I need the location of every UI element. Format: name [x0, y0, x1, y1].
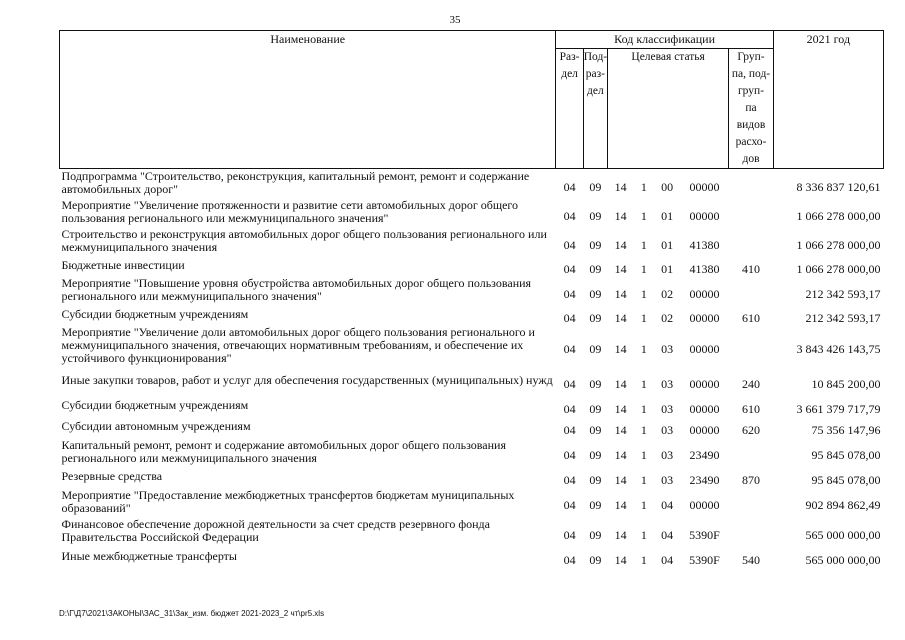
row-target-program: 14 [614, 208, 627, 223]
row-target-direction: 23490 [689, 448, 720, 462]
row-target-subprogram: 1 [640, 448, 647, 462]
row-razdel: 04 [563, 311, 576, 325]
row-target-event: 01 [661, 237, 674, 252]
row-expense-group: 620 [742, 423, 760, 437]
row-target-program: 14 [614, 423, 627, 437]
row-expense-group: 240 [742, 377, 760, 391]
row-target-direction: 00000 [689, 342, 720, 356]
row-expense-group [729, 437, 773, 466]
row-name: Финансовое обеспечение дорожной деятельности за счет средств резервного фонда Правительства Российской Федерации [61, 517, 490, 544]
row-target-program: 14 [614, 311, 627, 325]
row-target-event: 03 [661, 473, 674, 487]
row-razdel: 04 [563, 208, 576, 223]
row-razdel: 04 [563, 377, 576, 391]
row-razdel: 04 [563, 448, 576, 462]
table-row [60, 416, 884, 437]
row-expense-group [729, 227, 773, 255]
row-target-subprogram: 1 [640, 237, 647, 252]
header-classification-code: Код классификации [556, 31, 773, 49]
row-target-direction: 00000 [689, 179, 720, 194]
row-podrazdel: 09 [589, 237, 602, 252]
row-target-direction: 00000 [689, 286, 720, 301]
row-target-program: 14 [614, 377, 627, 391]
row-target-program: 14 [614, 262, 627, 276]
table-body [60, 169, 884, 568]
row-expense-group: 540 [742, 553, 760, 567]
row-target-direction: 5390F [689, 527, 720, 542]
row-target-direction: 00000 [689, 423, 720, 437]
row-target-subprogram: 1 [640, 423, 647, 437]
table-row [60, 169, 884, 198]
row-target-program: 14 [614, 527, 627, 542]
row-amount: 3 843 426 143,75 [796, 342, 881, 356]
row-target-program: 14 [614, 448, 627, 462]
row-target-subprogram: 1 [640, 179, 647, 194]
row-target-subprogram: 1 [640, 527, 647, 542]
row-target-direction: 00000 [689, 311, 720, 325]
row-target-event: 01 [661, 208, 674, 223]
row-name: Мероприятие "Повышение уровня обустройства автомобильных дорог общего пользования регионального или межмуниципального значения" [61, 276, 532, 303]
header-group: Груп- па, под- груп- па видов расхо- дов [729, 49, 773, 169]
row-target-direction: 00000 [689, 498, 720, 512]
row-target-direction: 00000 [689, 208, 720, 223]
row-amount: 565 000 000,00 [805, 553, 881, 567]
row-target-program: 14 [614, 402, 627, 416]
row-target-subprogram: 1 [640, 208, 647, 223]
row-expense-group: 610 [742, 402, 760, 416]
row-target-program: 14 [614, 553, 627, 567]
table-row [60, 255, 884, 276]
row-expense-group [729, 169, 773, 198]
row-target-direction: 23490 [689, 473, 720, 487]
row-podrazdel: 09 [589, 208, 602, 223]
row-target-event: 03 [661, 342, 674, 356]
table-row [60, 227, 884, 255]
row-target-event: 01 [661, 262, 674, 276]
row-expense-group: 410 [742, 262, 760, 276]
table-row [60, 276, 884, 304]
table-row [60, 304, 884, 325]
row-amount: 75 356 147,96 [811, 423, 881, 437]
row-razdel: 04 [563, 286, 576, 301]
row-amount: 3 661 379 717,79 [796, 402, 881, 416]
row-name: Субсидии бюджетным учреждениям [61, 307, 249, 321]
row-razdel: 04 [563, 473, 576, 487]
row-expense-group [729, 487, 773, 516]
row-target-event: 00 [661, 179, 674, 194]
row-razdel: 04 [563, 262, 576, 276]
header-name: Наименование [60, 31, 556, 169]
row-target-event: 02 [661, 286, 674, 301]
row-expense-group: 870 [742, 473, 760, 487]
row-amount: 95 845 078,00 [811, 448, 881, 462]
row-target-event: 03 [661, 402, 674, 416]
row-amount: 95 845 078,00 [811, 473, 881, 487]
table-row [60, 466, 884, 487]
row-target-direction: 41380 [689, 262, 720, 276]
row-amount: 565 000 000,00 [805, 527, 881, 542]
row-target-program: 14 [614, 179, 627, 194]
row-target-subprogram: 1 [640, 402, 647, 416]
row-amount: 1 066 278 000,00 [796, 262, 881, 276]
row-expense-group [729, 325, 773, 366]
row-target-subprogram: 1 [640, 286, 647, 301]
row-target-subprogram: 1 [640, 377, 647, 391]
row-target-direction: 5390F [689, 553, 720, 567]
row-amount: 1 066 278 000,00 [796, 208, 881, 223]
row-name: Подпрограмма "Строительство, реконструкция, капитальный ремонт, ремонт и содержание автомобильных дорог" [61, 169, 530, 196]
table-row [60, 395, 884, 416]
row-razdel: 04 [563, 498, 576, 512]
row-target-direction: 00000 [689, 402, 720, 416]
row-podrazdel: 09 [589, 342, 602, 356]
row-target-event: 04 [661, 498, 674, 512]
row-target-event: 03 [661, 377, 674, 391]
row-razdel: 04 [563, 527, 576, 542]
row-target-event: 04 [661, 553, 674, 567]
row-name: Строительство и реконструкция автомобильных дорог общего пользования регионального или межмуниципального значения [61, 227, 547, 254]
row-amount: 8 336 837 120,61 [796, 179, 881, 194]
row-podrazdel: 09 [589, 286, 602, 301]
row-target-event: 02 [661, 311, 674, 325]
row-expense-group [729, 516, 773, 546]
row-expense-group [729, 197, 773, 227]
row-target-subprogram: 1 [640, 342, 647, 356]
budget-table [59, 30, 884, 567]
page-number: 35 [449, 14, 461, 26]
table-row [60, 516, 884, 546]
row-expense-group: 610 [742, 311, 760, 325]
header-razdel: Раз- дел [556, 49, 583, 169]
row-razdel: 04 [563, 342, 576, 356]
row-podrazdel: 09 [589, 473, 602, 487]
table-row [60, 487, 884, 516]
header-target-article: Целевая статья [607, 49, 728, 169]
table-row [60, 325, 884, 366]
header-podrazdel: Под- раз- дел [583, 49, 607, 169]
row-razdel: 04 [563, 423, 576, 437]
row-target-program: 14 [614, 473, 627, 487]
header-year: 2021 год [773, 31, 883, 169]
row-target-event: 03 [661, 423, 674, 437]
row-name: Иные межбюджетные трансферты [61, 549, 237, 563]
row-amount: 10 845 200,00 [811, 377, 881, 391]
row-name: Иные закупки товаров, работ и услуг для обеспечения государственных (муниципальных) нужд [61, 373, 553, 387]
row-target-direction: 41380 [689, 237, 720, 252]
row-target-program: 14 [614, 286, 627, 301]
row-podrazdel: 09 [589, 402, 602, 416]
row-podrazdel: 09 [589, 553, 602, 567]
row-target-program: 14 [614, 498, 627, 512]
row-name: Субсидии бюджетным учреждениям [61, 398, 249, 412]
row-target-event: 03 [661, 448, 674, 462]
row-name: Мероприятие "Увеличение доли автомобильных дорог общего пользования регионального и межмуниципального значения, отвечающих нормативным требованиям, и обеспечение их устойчивого функционирования" [61, 325, 535, 365]
row-podrazdel: 09 [589, 448, 602, 462]
row-amount: 902 894 862,49 [805, 498, 881, 512]
row-podrazdel: 09 [589, 311, 602, 325]
row-name: Мероприятие "Предоставление межбюджетных трансфертов бюджетам муниципальных образований" [61, 487, 515, 515]
row-name: Субсидии автономным учреждениям [61, 419, 251, 433]
footer-file-path: D:\Г\Д7\2021\ЗАКОНЫ\ЗАС_31\Зак_изм. бюджет 2021-2023_2 чт\pr5.xls [59, 609, 325, 618]
table-row [60, 546, 884, 567]
row-target-subprogram: 1 [640, 473, 647, 487]
row-amount: 212 342 593,17 [805, 311, 881, 325]
row-name: Резервные средства [61, 469, 163, 483]
row-amount: 1 066 278 000,00 [796, 237, 881, 252]
row-target-program: 14 [614, 342, 627, 356]
row-podrazdel: 09 [589, 179, 602, 194]
row-target-subprogram: 1 [640, 262, 647, 276]
row-podrazdel: 09 [589, 262, 602, 276]
row-amount: 212 342 593,17 [805, 286, 881, 301]
row-target-program: 14 [614, 237, 627, 252]
row-razdel: 04 [563, 179, 576, 194]
row-podrazdel: 09 [589, 377, 602, 391]
row-target-subprogram: 1 [640, 311, 647, 325]
row-target-event: 04 [661, 527, 674, 542]
row-name: Мероприятие "Увеличение протяженности и развитие сети автомобильных дорог общего пользования регионального или межмуниципального значения" [61, 198, 519, 225]
row-target-subprogram: 1 [640, 553, 647, 567]
table-row [60, 366, 884, 395]
row-razdel: 04 [563, 237, 576, 252]
row-expense-group [729, 276, 773, 304]
row-razdel: 04 [563, 553, 576, 567]
row-podrazdel: 09 [589, 423, 602, 437]
row-name: Капитальный ремонт, ремонт и содержание автомобильных дорог общего пользования регионального или межмуниципального значения [61, 437, 506, 465]
row-razdel: 04 [563, 402, 576, 416]
table-row [60, 197, 884, 227]
row-podrazdel: 09 [589, 527, 602, 542]
row-podrazdel: 09 [589, 498, 602, 512]
row-target-direction: 00000 [689, 377, 720, 391]
row-name: Бюджетные инвестиции [61, 258, 185, 272]
table-row [60, 437, 884, 466]
row-target-subprogram: 1 [640, 498, 647, 512]
